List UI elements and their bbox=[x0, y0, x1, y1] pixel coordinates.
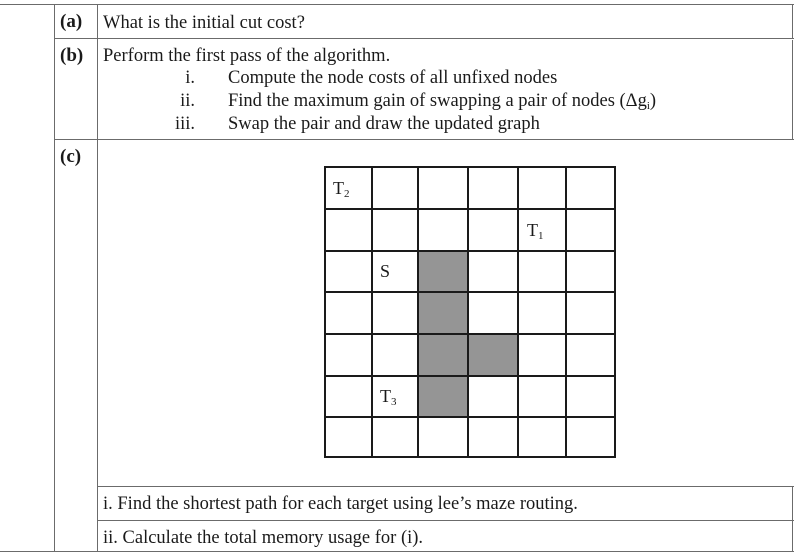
grid-line-horizontal bbox=[324, 333, 616, 335]
grid-label-s bbox=[380, 262, 390, 280]
blocked-cell bbox=[417, 291, 467, 333]
blocked-cell bbox=[417, 333, 467, 375]
grid-line-horizontal bbox=[324, 291, 616, 293]
question-1: i. Find the shortest path for each target using lee’s maze routing. bbox=[103, 494, 578, 514]
label-column-divider bbox=[97, 4, 98, 552]
grid-line-horizontal bbox=[324, 208, 616, 210]
table-left-border bbox=[54, 4, 55, 552]
right-border-q1 bbox=[792, 486, 793, 521]
grid-label-subscript: 2 bbox=[344, 188, 350, 200]
row-b-question: Perform the first pass of the algorithm. bbox=[103, 46, 391, 66]
step-2-main: Find the maximum gain of swapping a pair of nodes (Δg bbox=[228, 91, 647, 111]
grid-line-horizontal bbox=[324, 166, 616, 168]
table-bottom-border bbox=[0, 551, 794, 552]
grid-label-t3 bbox=[380, 387, 397, 411]
grid-label-t1 bbox=[527, 221, 544, 245]
step-2-suffix: ) bbox=[649, 91, 657, 111]
step-2-text bbox=[228, 91, 656, 116]
table-top-border bbox=[0, 4, 794, 5]
row-a-label: (a) bbox=[60, 11, 83, 32]
grid-label-text: T bbox=[333, 178, 344, 198]
grid-label-text: T bbox=[380, 386, 391, 406]
row-c-label: (c) bbox=[60, 146, 82, 167]
right-border-a bbox=[792, 4, 793, 39]
grid-label-t2 bbox=[333, 179, 350, 203]
maze-grid bbox=[324, 166, 616, 458]
step-2-number: ii. bbox=[180, 91, 195, 111]
step-1-text: Compute the node costs of all unfixed nodes bbox=[228, 68, 558, 88]
row-divider-grid-q1 bbox=[97, 486, 794, 487]
row-b-label: (b) bbox=[60, 45, 84, 66]
grid-line-horizontal bbox=[324, 456, 616, 458]
row-divider-a-b bbox=[54, 38, 794, 39]
step-3-text: Swap the pair and draw the updated graph bbox=[228, 114, 540, 134]
step-2-subscript: i bbox=[646, 100, 650, 112]
step-3-number: iii. bbox=[174, 114, 195, 134]
blocked-cell bbox=[467, 333, 517, 375]
right-border-q2 bbox=[792, 521, 793, 552]
grid-label-text: S bbox=[380, 261, 391, 281]
right-border-b bbox=[792, 40, 793, 139]
question-2: ii. Calculate the total memory usage for (i). bbox=[103, 528, 424, 548]
grid-label-subscript: 1 bbox=[538, 230, 544, 242]
grid-line-horizontal bbox=[324, 375, 616, 377]
row-divider-q1-q2 bbox=[97, 520, 794, 521]
grid-line-horizontal bbox=[324, 416, 616, 418]
grid-label-text: T bbox=[527, 220, 538, 240]
grid-line-horizontal bbox=[324, 250, 616, 252]
blocked-cell bbox=[417, 375, 467, 416]
row-divider-b-c bbox=[54, 139, 794, 140]
step-1-number: i. bbox=[185, 68, 195, 88]
blocked-cell bbox=[417, 250, 467, 291]
grid-label-subscript: 3 bbox=[391, 396, 397, 408]
row-a-question: What is the initial cut cost? bbox=[103, 13, 305, 33]
